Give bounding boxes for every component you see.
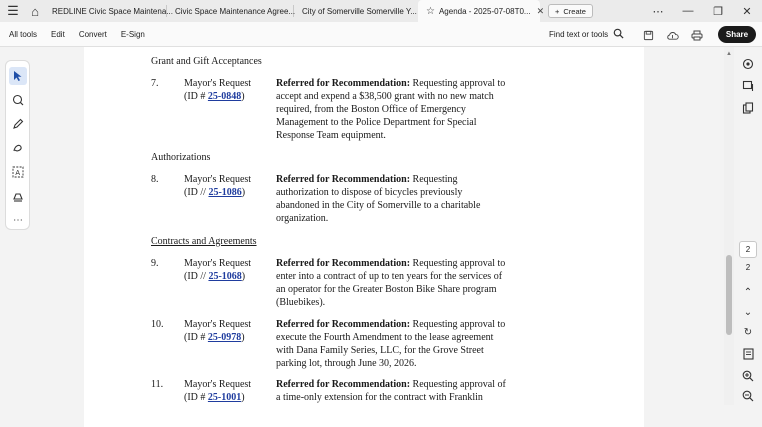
- item-id-line: [184, 331, 245, 344]
- tab-label: City of Somerville Somerville Y...: [302, 6, 417, 16]
- description-text: Requesting: [410, 174, 458, 185]
- total-pages: 2: [745, 263, 751, 272]
- item-number: 11.: [151, 379, 164, 390]
- pdf-page: [84, 47, 644, 427]
- save-icon[interactable]: [640, 27, 656, 43]
- svg-text:A: A: [15, 170, 21, 177]
- section-heading-grants: Grant and Gift Acceptances: [151, 56, 262, 67]
- close-window-icon[interactable]: ✕: [742, 5, 752, 18]
- item-description-line: (Bluebikes).: [276, 297, 326, 308]
- section-heading-contracts: Contracts and Agreements: [151, 236, 257, 247]
- star-icon[interactable]: ☆: [426, 5, 435, 17]
- ai-assistant-icon[interactable]: [738, 55, 758, 73]
- menu-edit[interactable]: Edit: [51, 29, 65, 39]
- tab-redline[interactable]: [44, 0, 173, 22]
- zoom-comment-icon[interactable]: [9, 91, 27, 109]
- document-viewport[interactable]: [36, 47, 724, 405]
- item-description-line: accept and expend a $38,500 grant with no new match: [276, 91, 494, 102]
- close-tab-icon[interactable]: ✕: [536, 5, 545, 16]
- item-description-line: organization.: [276, 213, 329, 224]
- item-description-line: enter into a contract of up to ten years for the services of: [276, 271, 503, 282]
- share-button[interactable]: Share: [718, 26, 756, 43]
- menu-all-tools[interactable]: All tools: [9, 29, 38, 39]
- zoom-in-icon[interactable]: [738, 367, 758, 385]
- id-prefix: (ID //: [184, 271, 209, 282]
- id-link-25-0848[interactable]: 25-0848: [207, 91, 242, 102]
- tab-label: Civic Space Maintenance Agree...: [175, 6, 296, 16]
- zoom-out-icon[interactable]: [738, 387, 758, 405]
- home-icon[interactable]: ⌂: [31, 3, 39, 19]
- item-id-line: [184, 186, 245, 199]
- search-icon: [613, 28, 624, 41]
- section-heading-authorizations: Authorizations: [151, 152, 211, 163]
- item-description-line: Management to the Police Department for Special: [276, 117, 477, 128]
- item-number: 7.: [151, 78, 159, 89]
- id-suffix: ): [241, 271, 246, 282]
- description-text: Requesting approval to: [410, 258, 506, 269]
- id-suffix: ): [241, 91, 245, 102]
- draw-freehand-icon[interactable]: [9, 139, 27, 157]
- item-id-line: [184, 391, 245, 404]
- item-number: 8.: [151, 174, 159, 185]
- id-prefix: (ID #: [184, 332, 208, 343]
- id-prefix: (ID //: [184, 187, 209, 198]
- id-link-25-1068[interactable]: 25-1068: [208, 271, 242, 282]
- description-text: Requesting approval to: [410, 78, 506, 89]
- item-description-line: abandoned in the City of Somerville to a charitable: [276, 200, 481, 211]
- highlight-pen-icon[interactable]: [9, 115, 27, 133]
- browser-tab-bar: [0, 0, 762, 22]
- item-description-line: [276, 257, 505, 270]
- referral-label: Referred for Recommendation:: [276, 78, 411, 89]
- id-link-25-0978[interactable]: 25-0978: [207, 332, 242, 343]
- item-description-line: [276, 77, 505, 90]
- vertical-scrollbar[interactable]: [724, 47, 734, 405]
- item-requester: Mayor's Request: [184, 379, 252, 390]
- item-description-line: required, from the Boston Office of Emergency: [276, 104, 466, 115]
- menu-convert[interactable]: Convert: [78, 29, 107, 39]
- scroll-up-arrow-icon[interactable]: ▲: [726, 51, 732, 57]
- create-button[interactable]: [548, 4, 593, 18]
- tab-maintenance-agreement[interactable]: [167, 0, 296, 22]
- id-prefix: (ID #: [184, 91, 208, 102]
- id-link-25-1086[interactable]: 25-1086: [208, 187, 242, 198]
- item-number: 10.: [151, 319, 164, 330]
- more-options-icon[interactable]: ⋯: [652, 5, 664, 18]
- referral-label: Referred for Recommendation:: [276, 174, 411, 185]
- item-requester: Mayor's Request: [184, 258, 252, 269]
- left-tool-rail: [5, 60, 30, 230]
- item-description-line: authorization to dispose of bicycles previously: [276, 187, 463, 198]
- fit-page-icon[interactable]: [738, 345, 758, 363]
- referral-label: Referred for Recommendation:: [276, 379, 411, 390]
- next-page-icon[interactable]: ⌄: [743, 306, 753, 318]
- description-text: Requesting approval to: [410, 319, 506, 330]
- referral-label: Referred for Recommendation:: [276, 319, 411, 330]
- find-label: Find text or tools: [549, 30, 609, 39]
- minimize-icon[interactable]: —: [682, 5, 694, 17]
- menu-icon[interactable]: ☰: [7, 3, 19, 18]
- app-toolbar: [0, 22, 762, 47]
- item-requester: Mayor's Request: [184, 174, 252, 185]
- item-description-line: Response Team equipment.: [276, 130, 386, 141]
- id-prefix: (ID #: [184, 392, 208, 403]
- print-icon[interactable]: [689, 27, 705, 43]
- text-select-icon[interactable]: [9, 163, 27, 181]
- tab-label: Agenda - 2025-07-08T0...: [438, 6, 531, 16]
- comments-icon[interactable]: [738, 77, 758, 95]
- item-description-line: [276, 318, 505, 331]
- item-description-line: with Dana Family Series, LLC, for the Grove Street: [276, 345, 484, 356]
- scrollbar-thumb[interactable]: [726, 255, 732, 335]
- tab-city-of-somerville[interactable]: [294, 0, 418, 22]
- id-link-25-1001[interactable]: 25-1001: [207, 392, 242, 403]
- id-suffix: ): [241, 392, 245, 403]
- item-description-line: parking lot, through June 30, 2026.: [276, 358, 417, 369]
- item-number: 9.: [151, 258, 159, 269]
- more-tools-icon[interactable]: ⋯: [13, 214, 23, 226]
- maximize-icon[interactable]: ❐: [713, 5, 723, 18]
- create-label: Create: [563, 6, 586, 16]
- stamp-sign-icon[interactable]: [9, 187, 27, 205]
- item-description-line: [276, 173, 458, 186]
- rotate-refresh-icon[interactable]: ↻: [743, 326, 753, 338]
- find-tools-button[interactable]: [549, 22, 624, 47]
- item-id-line: [184, 270, 245, 283]
- previous-page-icon[interactable]: ⌃: [743, 286, 753, 298]
- page-thumbnails-icon[interactable]: [738, 99, 758, 117]
- select-cursor-icon[interactable]: [9, 67, 27, 85]
- item-description-line: a time-only extension for the contract with Franklin: [276, 392, 483, 403]
- plus-icon: +: [555, 6, 560, 16]
- referral-label: Referred for Recommendation:: [276, 258, 411, 269]
- item-id-line: [184, 90, 245, 103]
- id-suffix: ): [241, 187, 246, 198]
- menu-e-sign[interactable]: E-Sign: [120, 29, 145, 39]
- upload-cloud-icon[interactable]: [664, 27, 680, 43]
- item-requester: Mayor's Request: [184, 78, 252, 89]
- description-text: Requesting approval of: [410, 379, 506, 390]
- item-description-line: execute the Fourth Amendment to the lease agreement: [276, 332, 494, 343]
- right-tool-rail: [734, 47, 762, 405]
- item-description-line: an operator for the Greater Boston Bike Share program: [276, 284, 497, 295]
- tab-label: REDLINE Civic Space Maintena...: [52, 6, 173, 16]
- tab-agenda[interactable]: [418, 0, 545, 22]
- current-page-input[interactable]: 2: [739, 241, 757, 258]
- id-suffix: ): [241, 332, 245, 343]
- item-description-line: [276, 378, 506, 391]
- item-requester: Mayor's Request: [184, 319, 252, 330]
